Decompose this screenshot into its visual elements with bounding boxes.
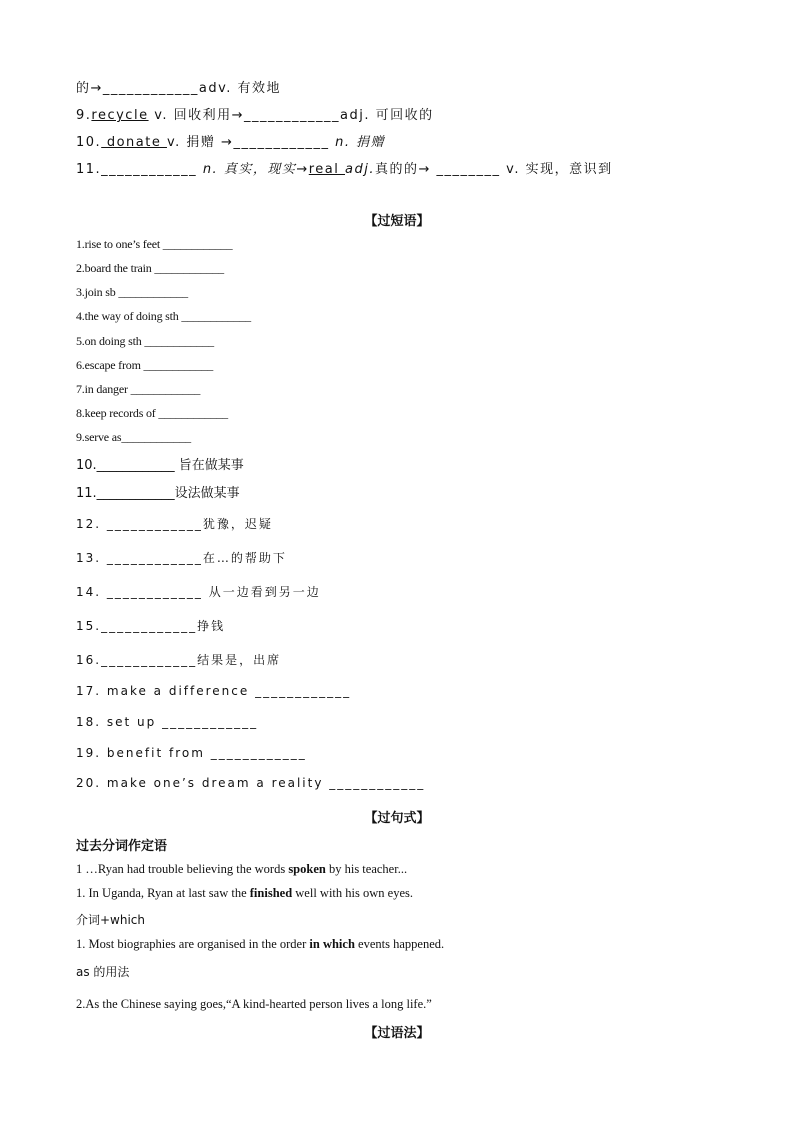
phrase-item: 4.the way of doing sth ____________ xyxy=(76,309,251,323)
vocab-pos: n. 捐赠 xyxy=(335,135,386,150)
section-heading-grammar: 【过语法】 xyxy=(364,1026,430,1041)
example-sentence xyxy=(76,937,444,952)
phrase-item: 10.____________ 旨在做某事 xyxy=(76,458,244,473)
phrase-item: 6.escape from ____________ xyxy=(76,358,214,372)
sentence-text: 1 …Ryan had trouble believing the words xyxy=(76,862,289,876)
phrase-item: 20. make one’s dream a reality ____________ xyxy=(76,776,426,790)
phrase-item: 19. benefit from ____________ xyxy=(76,746,307,760)
phrase-item: 11.____________设法做某事 xyxy=(76,486,240,501)
vocab-line-donate xyxy=(76,131,385,150)
phrase-item: 8.keep records of ____________ xyxy=(76,406,228,420)
sentence-text: well with his own eyes. xyxy=(292,886,413,900)
phrase-item: 15.____________挣钱 xyxy=(76,619,226,633)
vocab-word: recycle xyxy=(91,108,149,123)
phrase-item: 18. set up ____________ xyxy=(76,715,259,729)
vocab-number: 10. xyxy=(76,135,102,150)
vocab-text: 11.____________ xyxy=(76,162,203,177)
vocab-line-effective xyxy=(76,77,281,96)
phrase-item: 1.rise to one’s feet ____________ xyxy=(76,237,233,251)
sentence-text: events happened. xyxy=(354,937,445,951)
phrase-item: 5.on doing sth ____________ xyxy=(76,334,214,348)
vocab-text: 的→____________adv. 有效地 xyxy=(76,81,282,96)
subheading-as-usage: as 的用法 xyxy=(76,965,130,979)
vocab-text: v. 回收利用→____________adj. 可回收的 xyxy=(148,108,434,123)
vocab-word: donate xyxy=(101,135,167,150)
vocab-pos: adj. xyxy=(345,162,375,177)
phrase-item: 16.____________结果是，出席 xyxy=(76,653,282,667)
vocab-line-real xyxy=(76,158,613,177)
sentence-keyword: in which xyxy=(309,937,355,951)
example-sentence xyxy=(76,886,413,901)
sentence-keyword: finished xyxy=(249,886,293,900)
section-heading-phrases: 【过短语】 xyxy=(364,214,430,229)
vocab-word: real xyxy=(308,162,346,177)
phrase-item: 14. ____________ 从一边看到另一边 xyxy=(76,585,321,599)
sentence-text: 1. Most biographies are organised in the order xyxy=(76,937,310,951)
phrase-item: 13. ____________在…的帮助下 xyxy=(76,551,287,565)
sentence-text: by his teacher... xyxy=(325,862,408,876)
sentence-keyword: spoken xyxy=(288,862,326,876)
subheading-past-participle: 过去分词作定语 xyxy=(76,839,168,854)
vocab-text: v. 捐赠 →____________ xyxy=(166,135,336,150)
section-heading-sentences: 【过句式】 xyxy=(364,811,430,826)
vocab-arrow: → xyxy=(296,162,309,177)
subheading-preposition-which: 介词+which xyxy=(76,913,146,927)
phrase-item: 9.serve as____________ xyxy=(76,430,191,444)
vocab-text: 真的的→ ________ v. 实现，意识到 xyxy=(374,162,613,177)
example-sentence: 2.As the Chinese saying goes,“A kind-hearted person lives a long life.” xyxy=(76,997,432,1011)
phrase-item: 17. make a difference ____________ xyxy=(76,684,352,698)
vocab-line-recycle xyxy=(76,104,434,123)
vocab-number: 9. xyxy=(76,108,92,123)
vocab-pos: n. 真实，现实 xyxy=(202,162,297,177)
sentence-text: 1. In Uganda, Ryan at last saw the xyxy=(76,886,250,900)
phrase-item: 12. ____________犹豫，迟疑 xyxy=(76,517,273,531)
example-sentence xyxy=(76,862,407,877)
phrase-item: 7.in danger ____________ xyxy=(76,382,201,396)
phrase-item: 2.board the train ____________ xyxy=(76,261,224,275)
phrase-item: 3.join sb ____________ xyxy=(76,285,188,299)
